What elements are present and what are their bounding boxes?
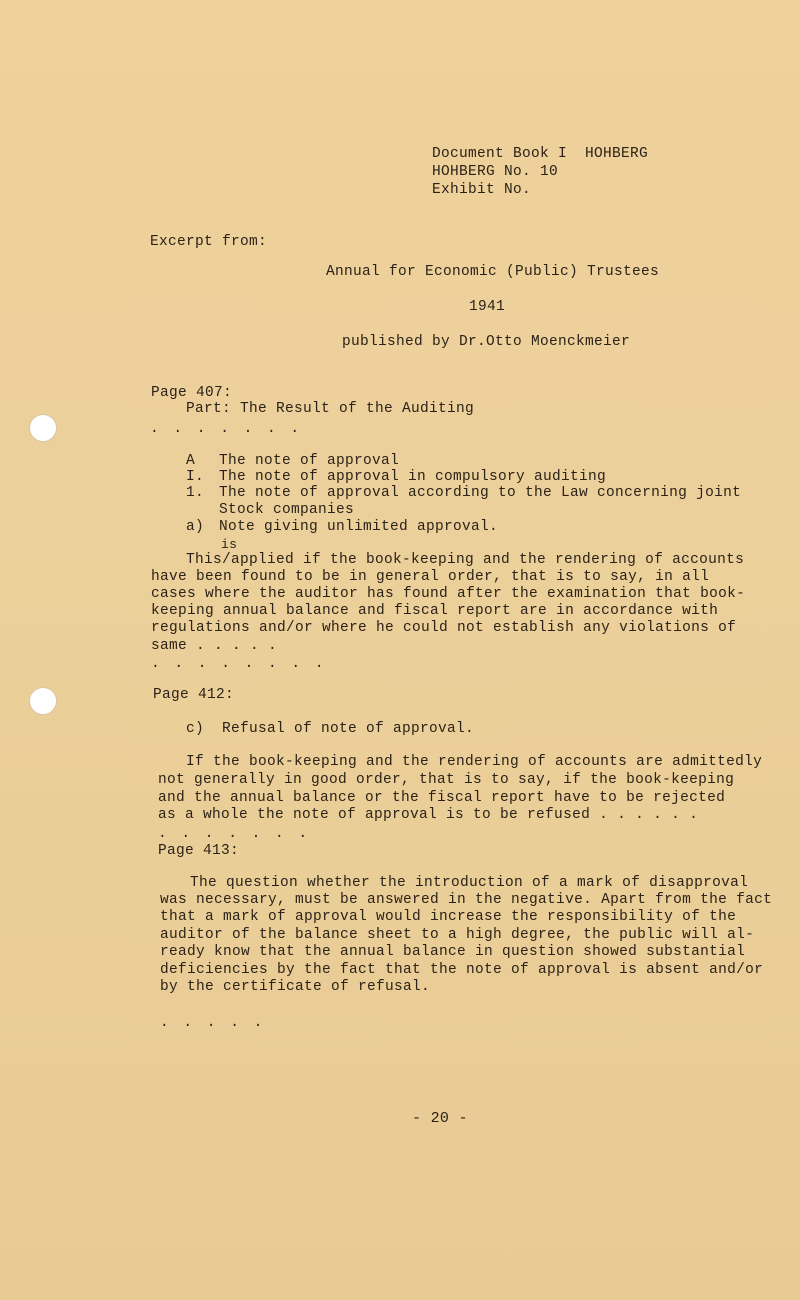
paragraph-line: that a mark of approval would increase the responsibility of the [160, 909, 737, 925]
item-text: Note giving unlimited approval. [219, 519, 499, 535]
header-line-1: Document Book I HOHBERG [432, 146, 649, 162]
paragraph-line: If the book-keeping and the rendering of accounts are admittedly [186, 754, 763, 770]
publication-year: 1941 [469, 299, 506, 315]
excerpt-label: Excerpt from: [150, 234, 268, 250]
ellipsis-dots: . . . . . . . [150, 421, 303, 437]
paragraph-line: and the annual balance or the fiscal report have to be rejected [158, 790, 726, 806]
part-heading: Part: The Result of the Auditing [186, 401, 475, 417]
item-text: The note of approval according to the Law concerning joint [219, 485, 742, 501]
item-text: Stock companies [219, 502, 355, 518]
publication-title: Annual for Economic (Public) Trustees [326, 264, 660, 280]
paragraph-line: regulations and/or where he could not establish any violations of [151, 620, 737, 636]
paragraph-line: This/applied if the book-keeping and the rendering of accounts [186, 552, 745, 568]
ellipsis-dots: . . . . . [160, 1015, 266, 1031]
item-text: The note of approval in compulsory auditing [219, 469, 607, 485]
paragraph-line: by the certificate of refusal. [160, 979, 431, 995]
paragraph-line: not generally in good order, that is to say, if the book-keeping [158, 772, 735, 788]
paragraph-line: keeping annual balance and fiscal report are in accordance with [151, 603, 719, 619]
handwritten-insert: is [221, 537, 238, 552]
paragraph-line: ready know that the annual balance in question showed substantial [160, 944, 746, 960]
paragraph-line: was necessary, must be answered in the negative. Apart from the fact [160, 892, 773, 908]
page-412-label: Page 412: [153, 687, 235, 703]
punch-hole [29, 687, 57, 715]
header-line-3: Exhibit No. [432, 182, 532, 198]
ellipsis-dots: . . . . . . . [158, 826, 311, 842]
ellipsis-dots: . . . . . . . . [151, 656, 327, 672]
page-413-label: Page 413: [158, 843, 240, 859]
paragraph-line: deficiencies by the fact that the note of approval is absent and/or [160, 962, 764, 978]
paragraph-line: auditor of the balance sheet to a high degree, the public will al- [160, 927, 755, 943]
page-407-label: Page 407: [151, 385, 233, 401]
paragraph-line: have been found to be in general order, that is to say, in all [151, 569, 710, 585]
paragraph-line: cases where the auditor has found after the examination that book- [151, 586, 746, 602]
page-number: - 20 - [412, 1110, 468, 1127]
refusal-heading: c) Refusal of note of approval. [186, 721, 475, 737]
publisher-line: published by Dr.Otto Moenckmeier [342, 334, 631, 350]
punch-hole [29, 414, 57, 442]
item-mark: I. [186, 469, 205, 485]
header-line-2: HOHBERG No. 10 [432, 164, 559, 180]
item-mark: 1. [186, 485, 205, 501]
item-mark: a) [186, 519, 205, 535]
paragraph-line: The question whether the introduction of a mark of disapproval [190, 875, 749, 891]
paragraph-line: same . . . . . [151, 638, 278, 654]
item-mark: A [186, 453, 196, 469]
paragraph-line: as a whole the note of approval is to be refused . . . . . . [158, 807, 699, 823]
item-text: The note of approval [219, 453, 400, 469]
